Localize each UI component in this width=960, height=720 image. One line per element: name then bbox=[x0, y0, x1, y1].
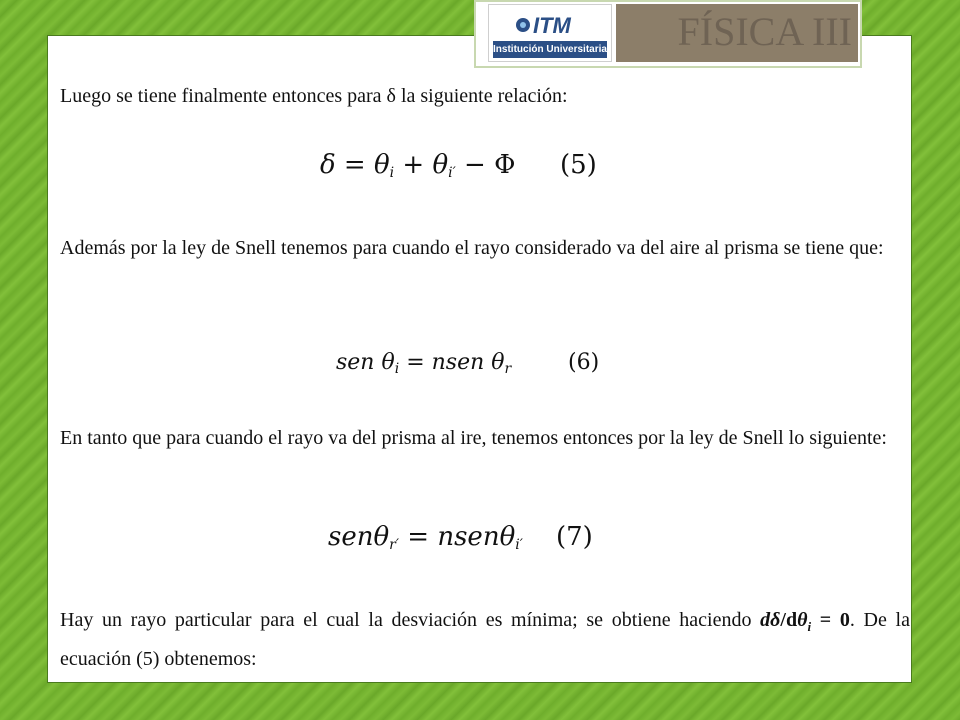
logo-subtitle: Institución Universitaria bbox=[493, 41, 607, 58]
itm-logo-icon bbox=[513, 11, 593, 39]
page-title: FÍSICA III bbox=[677, 9, 852, 54]
paragraph-3: En tanto que para cuando el rayo va del prisma al ire, tenemos entonces por la ley de Snell lo siguiente: bbox=[60, 427, 887, 449]
equation-6-label: (6) bbox=[568, 350, 600, 375]
equation-7-label: (7) bbox=[556, 522, 593, 552]
title-panel bbox=[616, 4, 858, 62]
equation-7: senθ$_{r'}$ = nsenθ$_{i'}$ bbox=[328, 522, 523, 553]
itm-logo bbox=[488, 4, 612, 62]
svg-text:ITM: ITM bbox=[533, 13, 571, 38]
paragraph-4-end: . De la ecuación (5) obtenemos: bbox=[60, 609, 910, 670]
paragraph-4 bbox=[60, 604, 910, 676]
paragraph-4-start: Hay un rayo particular para el cual la desviación es mínima; se obtiene haciendo bbox=[60, 609, 761, 631]
min-condition: $d\delta/d\theta_i = 0$ bbox=[760, 609, 850, 634]
equation-6: sen $\theta_i$ = nsen $\theta_r$ bbox=[336, 350, 512, 377]
paragraph-1: Luego se tiene finalmente entonces para δ la siguiente relación: bbox=[60, 85, 568, 107]
equation-5: $\delta = \theta_i + \theta_{i'} - \Phi$ bbox=[320, 150, 516, 181]
paragraph-2: Además por la ley de Snell tenemos para cuando el rayo considerado va del aire al prisma se tiene que: bbox=[60, 237, 884, 259]
equation-5-label: (5) bbox=[560, 150, 597, 180]
